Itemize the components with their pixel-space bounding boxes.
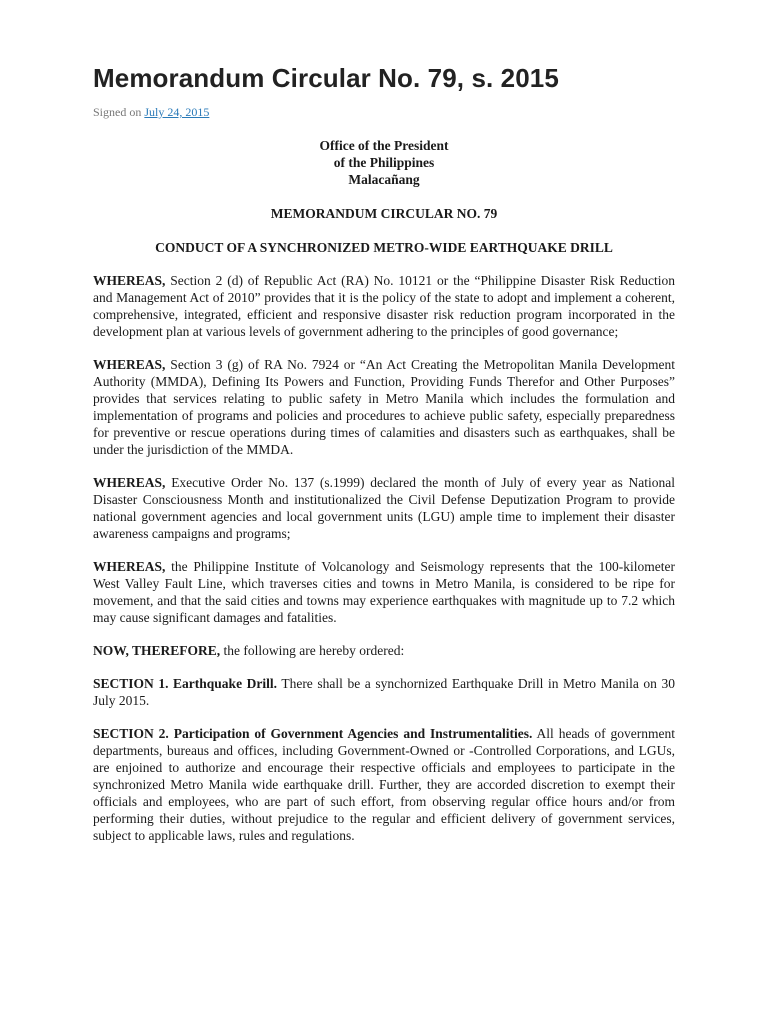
paragraph-lead: WHEREAS, xyxy=(93,559,166,574)
paragraph-whereas-2 xyxy=(93,356,675,458)
paragraph-lead: WHEREAS, xyxy=(93,475,166,490)
paragraph-section-2 xyxy=(93,725,675,844)
paragraph-text: Section 2 (d) of Republic Act (RA) No. 10121 or the “Philippine Disaster Risk Reduction and Management Act of 2010” provides that it is the policy of the state to adopt and implement a coherent, comprehensive, integrated, efficient and responsive disaster risk reduction program incorporated in the development plan at various levels of government adhering to the principles of good governance; xyxy=(93,273,675,339)
signed-prefix: Signed on xyxy=(93,105,145,119)
document-page xyxy=(93,0,675,844)
paragraph-text: the Philippine Institute of Volcanology and Seismology represents that the 100-kilometer West Valley Fault Line, which traverses cities and towns in Metro Manila, is considered to be ripe for movement, and that the said cities and towns may experience earthquakes with magnitude up to 7.2 which may cause significant damages and fatalities. xyxy=(93,559,675,625)
office-line-1: Office of the President xyxy=(319,138,449,153)
office-line-3: Malacañang xyxy=(348,172,420,187)
memo-number-heading: MEMORANDUM CIRCULAR NO. 79 xyxy=(270,206,498,221)
paragraph-lead: SECTION 1. Earthquake Drill. xyxy=(93,676,277,691)
paragraph-text: Section 3 (g) of RA No. 7924 or “An Act Creating the Metropolitan Manila Development Authority (MMDA), Defining Its Powers and Function, Providing Funds Therefor and Other Purposes” provides that services relating to public safety in Metro Manila which includes the formulation and implementation of programs and policies and procedures to achieve public safety, especially preparedness for preventive or rescue operations during times of calamities and disasters such as earthquakes, shall be under the jurisdiction of the MMDA. xyxy=(93,357,675,457)
paragraph-lead: SECTION 2. Participation of Government Agencies and Instrumentalities. xyxy=(93,726,533,741)
office-heading xyxy=(93,137,675,188)
paragraph-lead: WHEREAS, xyxy=(93,273,166,288)
signed-line xyxy=(93,104,675,120)
signed-date-link[interactable]: July 24, 2015 xyxy=(144,105,210,119)
paragraph-lead: NOW, THEREFORE, xyxy=(93,643,221,658)
paragraph-lead: WHEREAS, xyxy=(93,357,166,372)
paragraph-text: There shall be a synchornized Earthquake Drill in Metro Manila on 30 July 2015. xyxy=(93,676,675,708)
paragraph-section-1 xyxy=(93,675,675,709)
paragraph-text: All heads of government departments, bureaus and offices, including Government-Owned or -Controlled Corporations, and LGUs, are enjoined to authorize and encourage their respective officials and employees to participate in the synchronized Metro Manila wide earthquake drill. Further, they are accorded discretion to exempt their officials and employees, who are part of such effort, from observing regular office hours and/or from performing their duties, without prejudice to the regular and efficient delivery of government services, subject to applicable laws, rules and regulations. xyxy=(93,726,675,843)
subject-heading: CONDUCT OF A SYNCHRONIZED METRO-WIDE EARTHQUAKE DRILL xyxy=(155,240,613,255)
paragraph-whereas-1 xyxy=(93,272,675,340)
paragraph-whereas-3 xyxy=(93,474,675,542)
office-line-2: of the Philippines xyxy=(333,155,435,170)
paragraph-whereas-4 xyxy=(93,558,675,626)
paragraph-text: the following are hereby ordered: xyxy=(220,643,405,658)
page-title: Memorandum Circular No. 79, s. 2015 xyxy=(93,63,559,93)
paragraph-text: Executive Order No. 137 (s.1999) declared the month of July of every year as National Disaster Consciousness Month and institutionalized the Civil Defense Deputization Program to provide national government agencies and local government units (LGU) ample time to implement their disaster awareness campaigns and programs; xyxy=(93,475,675,541)
paragraph-now-therefore xyxy=(93,642,675,659)
